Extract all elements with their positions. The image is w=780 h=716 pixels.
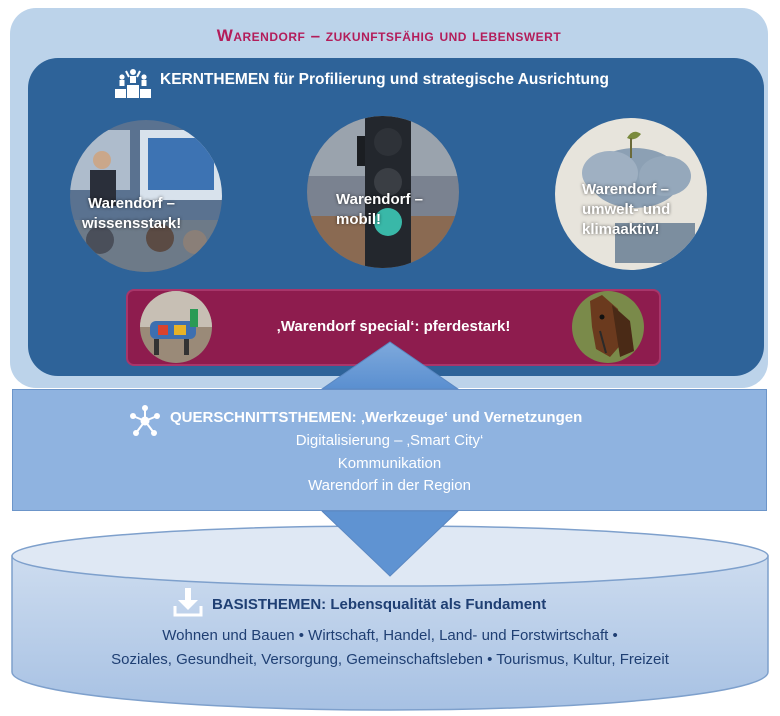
circle-wissensstark-line2: wissensstark! bbox=[82, 215, 182, 232]
basis-line-2: Soziales, Gesundheit, Versorgung, Gemeinschaftsleben • Tourismus, Kultur, Freizeit bbox=[111, 651, 669, 668]
kernthemen-heading: KERNTHEMEN für Profilierung und strategische Ausrichtung bbox=[160, 71, 609, 88]
circle-mobil-line1: Warendorf – bbox=[336, 191, 423, 208]
circle-klimaaktiv-line1: Warendorf – bbox=[582, 181, 669, 198]
querschnitt-item-digitalisierung: Digitalisierung – ‚Smart City‘ bbox=[295, 432, 484, 449]
basis-heading: BASISTHEMEN: Lebensqualität als Fundament bbox=[212, 596, 547, 613]
circle-klimaaktiv-line2: umwelt- und bbox=[582, 201, 671, 218]
special-label: ‚Warendorf special‘: pferdestark! bbox=[276, 318, 511, 335]
querschnitt-heading: QUERSCHNITTSTHEMEN: ‚Werkzeuge‘ und Vernetzungen bbox=[170, 409, 583, 426]
circle-mobil-line2: mobil! bbox=[336, 211, 381, 228]
basis-line-1: Wohnen und Bauen • Wirtschaft, Handel, Land- und Forstwirtschaft • bbox=[162, 627, 618, 644]
circle-wissensstark-line1: Warendorf – bbox=[88, 195, 175, 212]
podium-people-icon bbox=[110, 68, 156, 98]
main-title: Warendorf – zukunftsfähig und lebenswert bbox=[216, 26, 562, 45]
querschnitt-item-region: Warendorf in der Region bbox=[308, 477, 471, 494]
download-icon bbox=[172, 586, 204, 618]
arrow-down-head bbox=[322, 511, 458, 577]
circle-klimaaktiv-line3: klimaaktiv! bbox=[582, 221, 660, 238]
querschnitt-item-kommunikation: Kommunikation bbox=[337, 455, 442, 472]
